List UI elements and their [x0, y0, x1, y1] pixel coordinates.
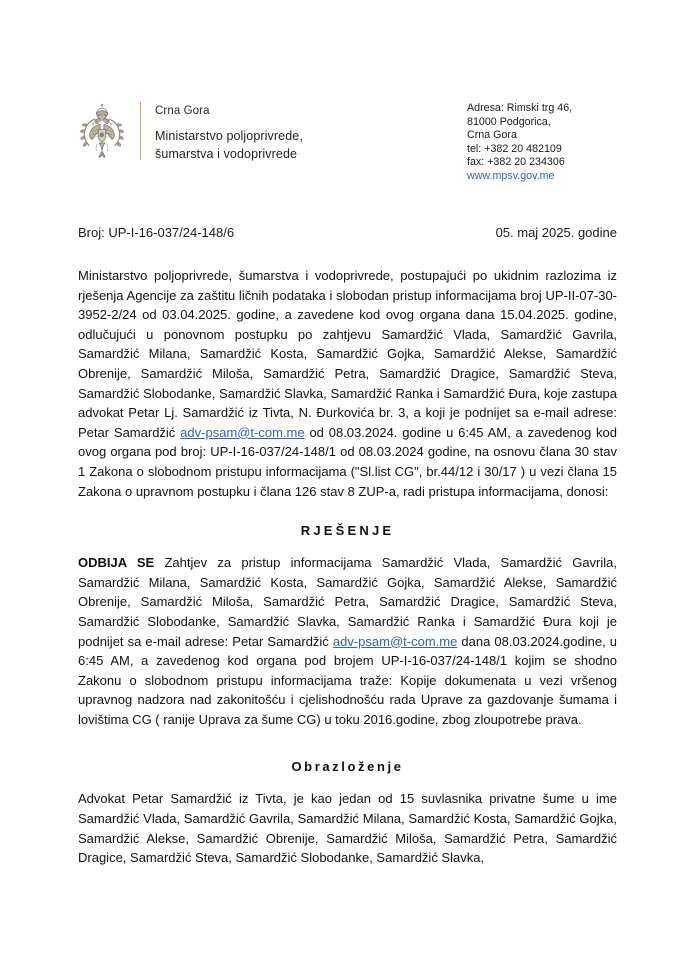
ministry-titles: [155, 100, 303, 163]
letterhead: [0, 100, 679, 184]
document-date: 05. maj 2025. godine: [495, 225, 617, 240]
spacer: [78, 501, 617, 523]
address-country: Crna Gora: [467, 129, 517, 142]
country-label: Crna Gora: [155, 105, 210, 117]
reference-row: [78, 224, 617, 242]
montenegro-coat-of-arms-icon: [78, 102, 126, 164]
address-city: 81000 Podgorica,: [467, 115, 551, 128]
spacer: [78, 774, 617, 789]
intro-paragraph: [78, 266, 617, 501]
explanation-heading: Obrazloženje: [291, 759, 404, 775]
address-fax: fax: +382 20 234306: [467, 156, 565, 169]
brand-divider: [140, 102, 141, 160]
email-link-resolution[interactable]: adv-psam@t-com.me: [332, 633, 458, 649]
resolution-text-part2: dana 08.03.2024.godine, u 6:45 AM, a zavedenog kod organa pod brojem UP-I-16-037/24-148/1 kojim se shodno Zakonu o slobodnom pristupu informacijama traže: Kopije dokumenata u vezi vršenog upravnog nadzora nad zakonitošću i cjelishodnošću rada Uprave za gazdovanje šumama i lovištima CG ( ranije Uprava za šume CG) u toku 2016.godine, zbog zloupotrebe prava.: [78, 633, 617, 727]
ministry-name-line1: Ministarstvo poljoprivrede,: [155, 129, 303, 143]
resolution-heading: RJEŠENJE: [300, 523, 395, 539]
resolution-paragraph: [78, 553, 617, 729]
explanation-paragraph: Advokat Petar Samardžić iz Tivta, je kao jedan od 15 suvlasnika privatne šume u ime Samardžić Vlada, Samardžić Gavrila, Samardžić Milana, Samardžić Kosta, Samardžić Gojka, Samardžić Alekse, Samardžić Obrenije, Samardžić Miloša, Samardžić Petra, Samardžić Dragice, Samardžić Steva, Samardžić Slobodanke, Samardžić Slavka,: [78, 791, 617, 866]
spacer: [78, 538, 617, 553]
reference-number: Broj: UP-I-16-037/24-148/6: [78, 225, 235, 240]
resolution-text-part1: Zahtjev za pristup informacijama Samardžić Vlada, Samardžić Gavrila, Samardžić Milana, Samardžić Kosta, Samardžić Gojka, Samardžić Alekse, Samardžić Obrenije, Samardžić Miloša, Samardžić Petra, Samardžić Dragice, Samardžić Steva, Samardžić Slobodanke, Samardžić Slavka, Samardžić Ranka i Samardžić Đura koji je podnijet sa e-mail adrese: Petar Samardžić: [78, 555, 617, 649]
intro-text-part1: Ministarstvo poljoprivrede, šumarstva i vodoprivrede, postupajući po ukidnim razlozima iz rješenja Agencije za zaštitu ličnih podataka i slobodan pristup informacijama broj UP-II-07-30-3952-2/24 od 03.04.2025. godine, a zavedene kod ovog organa dana 15.04.2025. godine, odlučujući u ponovnom postupku po zahtjevu Samardžić Vlada, Samardžić Gavrila, Samardžić Milana, Samardžić Kosta, Samardžić Gojka, Samardžić Alekse, Samardžić Obrenije, Samardžić Miloša, Samardžić Petra, Samardžić Dragice, Samardžić Steva, Samardžić Slobodanke, Samardžić Slavka, Samardžić Ranka i Samardžić Đura, koje zastupa advokat Petar Lj. Samardžić iz Tivta, N. Đurkovića br. 3, a koji je podnijet sa e-mail adrese: Petar Samardžić: [78, 268, 617, 440]
ministry-name: [155, 127, 303, 163]
spacer: [78, 729, 617, 759]
resolution-lead-bold: ODBIJA SE: [78, 555, 155, 571]
intro-text-part2: od 08.03.2024. godine u 6:45 AM, a zavedenog kod ovog organa pod broj: UP-I-16-037/24-148/1 od 08.03.2024 godine, na osnovu člana 30 stav 1 Zakona o slobodnom pristupu informacijama ("Sl.list CG", br.44/12 i 30/17 ) u vezi člana 15 Zakona o upravnom postupku i člana 126 stav 8 ZUP-a, radi pristupa informacijama, donosi:: [78, 424, 618, 499]
ministry-name-line2: šumarstva i vodoprivrede: [155, 147, 298, 161]
address-street: Adresa: Rimski trg 46,: [467, 102, 573, 114]
document-body: [78, 266, 617, 868]
contact-address-block: [467, 100, 617, 184]
website-link[interactable]: www.mpsv.gov.me: [467, 169, 555, 182]
email-link-intro[interactable]: adv-psam@t-com.me: [180, 424, 305, 440]
address-telephone: tel: +382 20 482109: [467, 142, 562, 155]
ministry-branding: [78, 100, 303, 164]
